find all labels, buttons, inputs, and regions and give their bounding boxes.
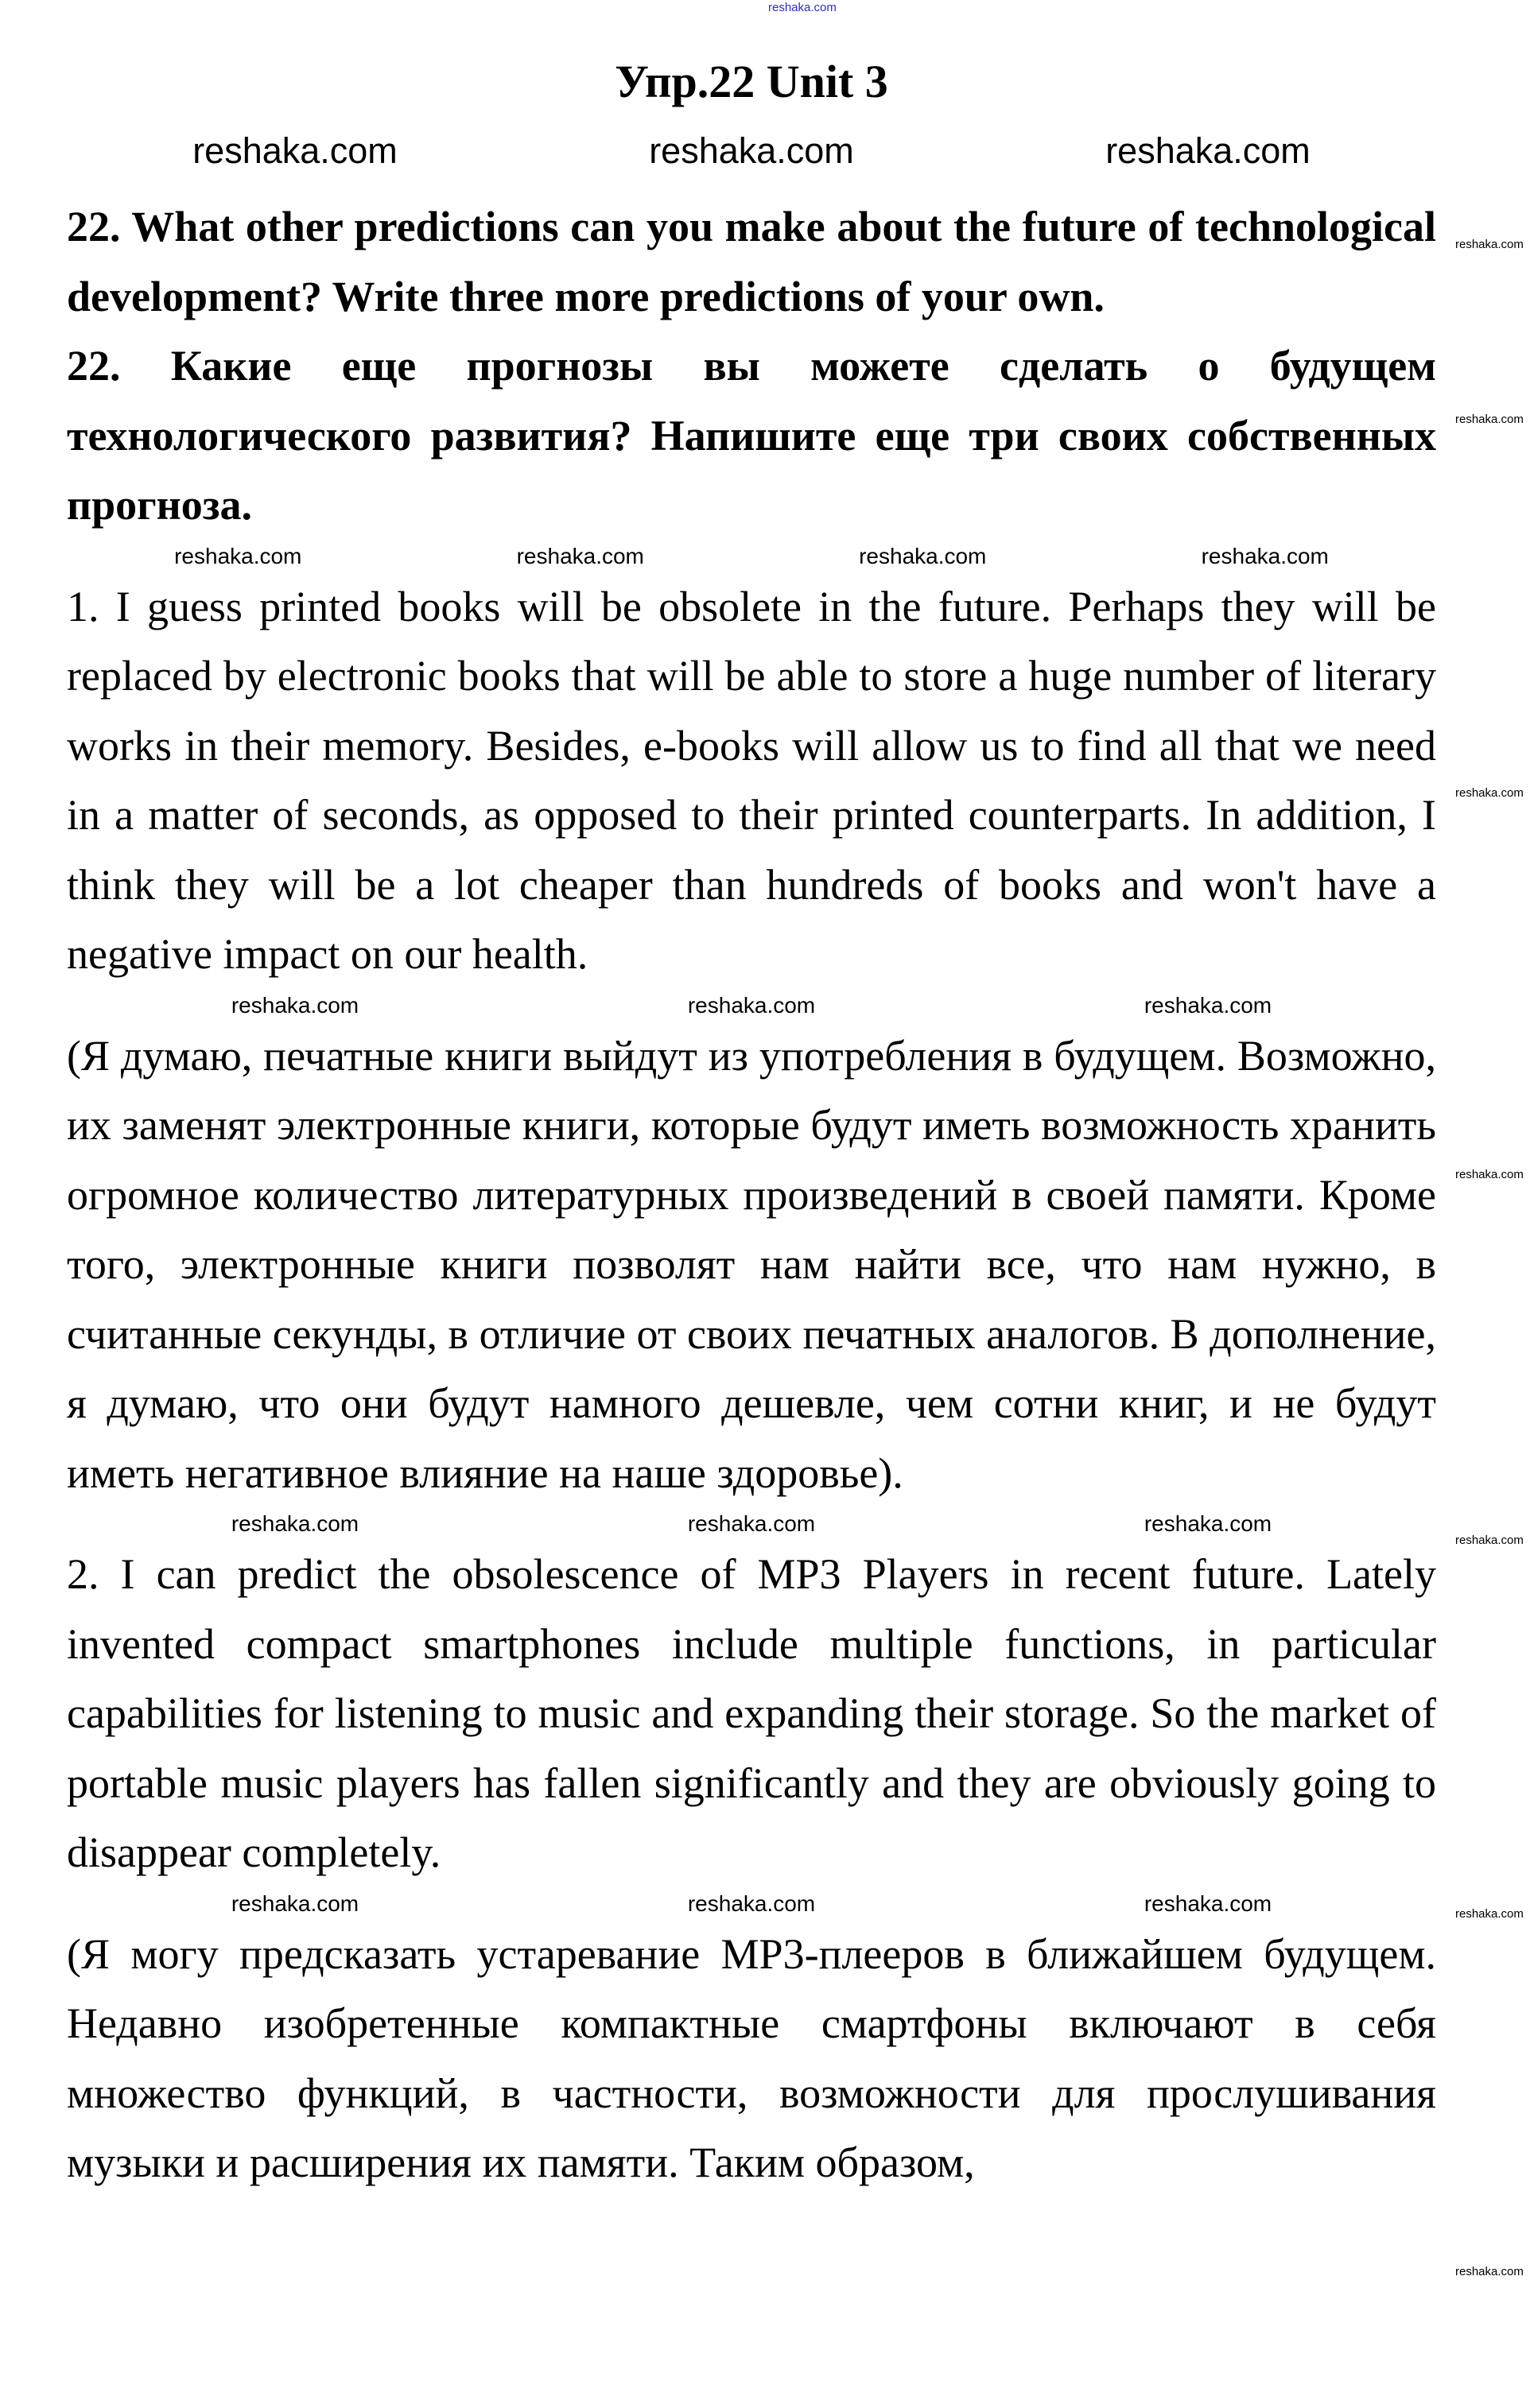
watermark: reshaka.com <box>1105 130 1311 171</box>
watermark: reshaka.com <box>516 543 644 568</box>
watermark: reshaka.com <box>687 992 816 1018</box>
watermark: reshaka.com <box>1455 1168 1524 1181</box>
watermark: reshaka.com <box>1455 2265 1524 2278</box>
watermark: reshaka.com <box>1201 543 1329 568</box>
watermark: reshaka.com <box>649 130 854 171</box>
task-english: 22. What other predictions can you make about the future of technological development? Write three more predictions of your own. <box>67 203 1436 320</box>
watermark: reshaka.com <box>687 1511 816 1536</box>
watermark: reshaka.com <box>1144 992 1272 1018</box>
watermark: reshaka.com <box>859 543 987 568</box>
watermark: reshaka.com <box>231 1511 359 1536</box>
watermark: reshaka.com <box>768 1 837 14</box>
answer-1-english: 1. I guess printed books will be obsolete in the future. Perhaps they will be replaced by electronic books that will be able to store a huge number of literary works in their memory. Besides, e-books will allow us to find all that we need in a matter of seconds, as opposed to their printed counterparts. In addition, I think they will be a lot cheaper than hundreds of books and won't have a negative impact on our health. <box>67 582 1436 978</box>
watermark: reshaka.com <box>192 130 398 171</box>
watermark: reshaka.com <box>1455 238 1524 251</box>
watermark: reshaka.com <box>1455 1907 1524 1921</box>
watermark: reshaka.com <box>1144 1890 1272 1916</box>
watermark-row <box>67 110 1436 192</box>
watermark-row <box>67 990 1436 1022</box>
watermark: reshaka.com <box>174 543 302 568</box>
watermark-row <box>67 1888 1436 1920</box>
watermark: reshaka.com <box>687 1890 816 1916</box>
watermark: reshaka.com <box>231 1890 359 1916</box>
answer-2-english: 2. I can predict the obsolescence of MP3 Players in recent future. Lately invented compact smartphones include multiple functions, in particular capabilities for listening to music and expanding their storage. So the market of portable music players has fallen significantly and they are obviously going to disappear completely. <box>67 1550 1436 1876</box>
watermark: reshaka.com <box>1455 1534 1524 1547</box>
watermark: reshaka.com <box>1455 413 1524 426</box>
watermark: reshaka.com <box>1144 1511 1272 1536</box>
answer-1-russian: (Я думаю, печатные книги выйдут из употребления в будущем. Возможно, их заменят электронные книги, которые будут иметь возможность хранить огромное количество литературных произведений в своей памяти. Кроме того, электронные книги позволят нам найти все, что нам нужно, в считанные секунды, в отличие от своих печатных аналогов. В дополнение, я думаю, что они будут намного дешевле, чем сотни книг, и не будут иметь негативное влияние на наше здоровье). <box>67 1031 1436 1497</box>
watermark-row <box>67 541 1436 572</box>
watermark: reshaka.com <box>1455 786 1524 800</box>
page-title: Упр.22 Unit 3 <box>615 56 888 107</box>
document-body <box>67 0 1436 2198</box>
watermark-row <box>67 1508 1436 1540</box>
answer-2-russian: (Я могу предсказать устаревание MP3-плееров в ближайшем будущем. Недавно изобретенные компактные смартфоны включают в себя множество функций, в частности, возможности для прослушивания музыки и расширения их памяти. Таким образом, <box>67 1929 1436 2186</box>
task-russian: 22. Какие еще прогнозы вы можете сделать о будущем технологического развития? Напишите еще три своих собственных прогноза. <box>67 342 1436 529</box>
watermark: reshaka.com <box>231 992 359 1018</box>
